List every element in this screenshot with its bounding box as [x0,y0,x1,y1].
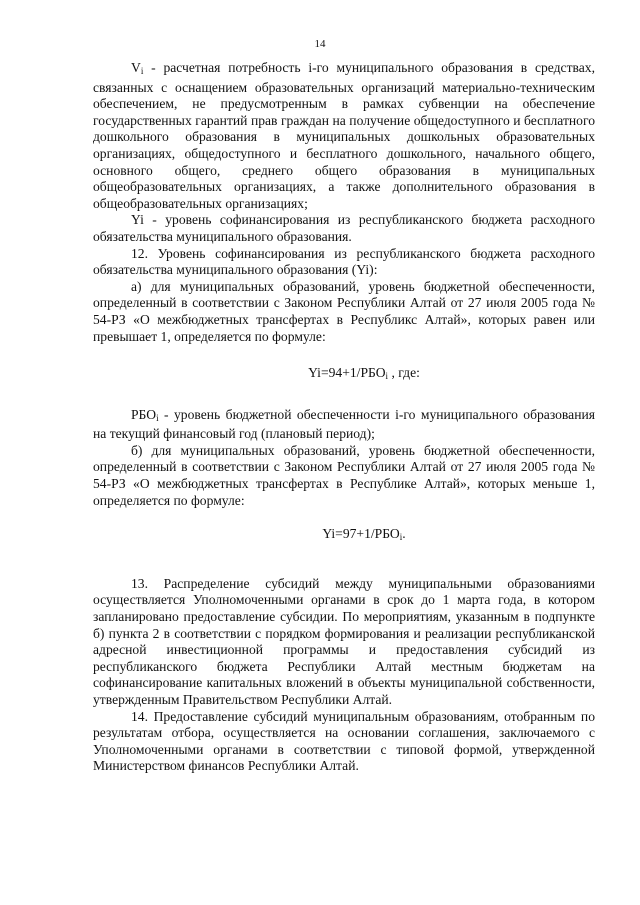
variable-rbo-subscript: i [156,412,159,423]
paragraph-clause-12a: а) для муниципальных образований, уровень бюджетной обеспеченности, определенный в соответствии с Законом Республики Алтай от 27 июля 2005 года № 54-РЗ «О межбюджетных трансфертах в Республикс Алтай», которых равен или превышает 1, определяется по формуле: [93,278,595,344]
paragraph-yi-definition: Yi - уровень софинансирования из республиканского бюджета расходного обязательства муниципального образования. [93,212,595,244]
formula-main: Yi=97+1/РБО [322,526,400,542]
document-body [93,60,595,775]
paragraph-vi-definition [93,60,595,212]
formula-94 [93,365,595,385]
formula-subscript: i [399,532,403,543]
paragraph-clause-13: 13. Распределение субсидий между муниципальными образованиями осуществляется Уполномоченными органами в срок до 1 марта года, в котором запланировано предоставление субсидии. По мероприятиям, указанным в подпункте б) пункта 2 в соответствии с порядком формирования и реализации республиканской адресной инвестиционной программы и предоставления субсидий из республиканского бюджета Республики Алтай местным бюджетам на софинансирование капитальных вложений в объекты муниципальной собственности, утвержденным Правительством Республики Алтай. [93,575,595,707]
formula-suffix: , где: [388,365,420,381]
formula-97 [93,526,595,546]
formula-main: Yi=94+1/РБО [308,365,386,381]
paragraph-rbo-definition [93,407,595,443]
formula-suffix: . [402,526,406,542]
page-number: 14 [314,38,326,50]
variable-v: V [131,60,141,75]
paragraph-text: - расчетная потребность i-го муниципального образования в средствах, связанных с оснащением образовательных организаций материально-техническим обеспечением, не предусмотренным в рамках субвенции на обеспечение государственных гарантий прав граждан на получение общедоступного и бесплатного дошкольного образования в муниципальных дошкольных образовательных организациях, общедоступного и бесплатного дошкольного, начального общего, основного общего, среднего общего образования в муниципальных общеобразовательных организациях, а также дополнительного образования в общеобразовательных организациях; [93,60,595,211]
paragraph-clause-14: 14. Предоставление субсидий муниципальным образованиям, отобранным по результатам отбора, осуществляется на основании соглашения, заключаемого с Уполномоченными органами в соответствии с типовой формой, утвержденной Министерством финансов Республики Алтай. [93,708,595,774]
variable-v-subscript: i [140,66,144,76]
formula-subscript: i [385,371,389,382]
variable-rbo: РБО [131,406,157,422]
paragraph-text: - уровень бюджетной обеспеченности i-го муниципального образования на текущий финансовый год (плановый период); [93,406,595,442]
paragraph-clause-12: 12. Уровень софинансирования из республиканского бюджета расходного обязательства муниципального образования (Yi): [93,245,595,278]
paragraph-clause-12b: б) для муниципальных образований, уровень бюджетной обеспеченности, определенный в соответствии с Законом Республики Алтай от 27 июля 2005 года № 54-РЗ «О межбюджетных трансфертах в Республике Алтай», которых меньше 1, определяется по формуле: [93,442,595,508]
